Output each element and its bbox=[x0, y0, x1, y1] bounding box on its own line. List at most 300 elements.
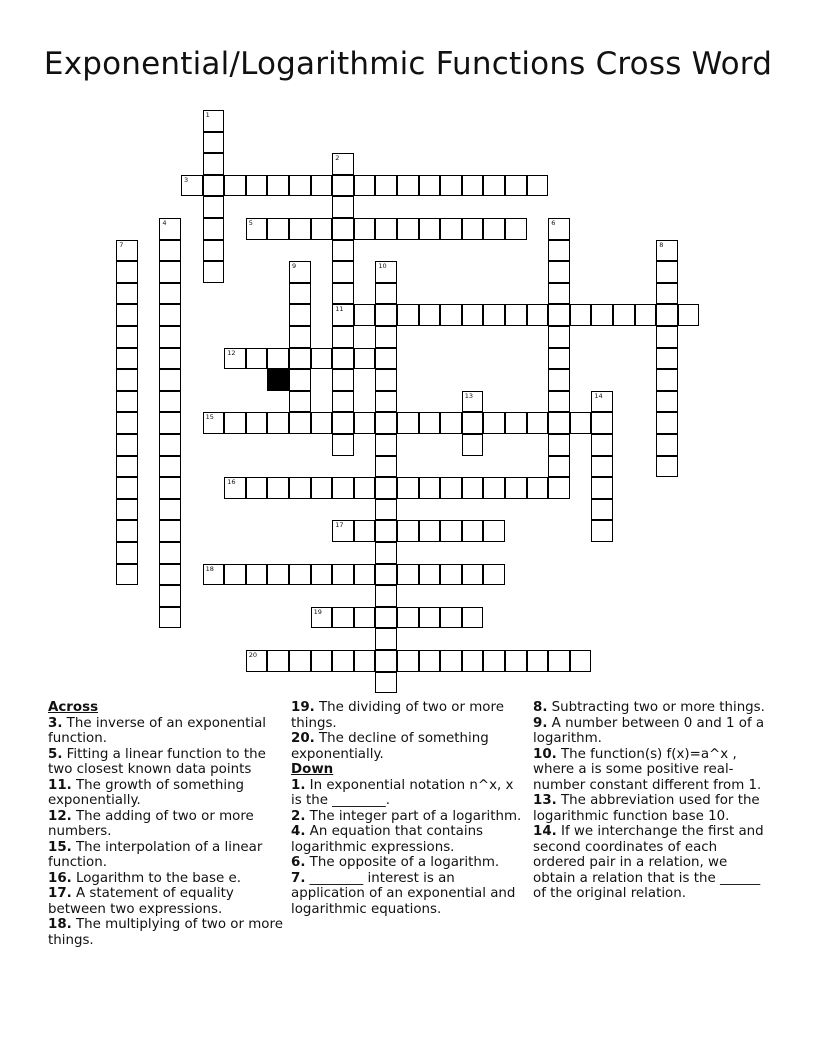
clue-item bbox=[48, 917, 286, 948]
grid-cell[interactable] bbox=[267, 650, 289, 672]
grid-cell[interactable] bbox=[570, 650, 592, 672]
grid-cell[interactable] bbox=[375, 607, 397, 629]
grid-cell[interactable] bbox=[656, 369, 678, 391]
grid-cell[interactable] bbox=[289, 650, 311, 672]
grid-cell[interactable] bbox=[570, 412, 592, 434]
grid-cell[interactable] bbox=[332, 240, 354, 262]
grid-cell[interactable] bbox=[354, 304, 376, 326]
clue-label: 19. bbox=[291, 700, 315, 715]
clue-label: 4. bbox=[291, 824, 306, 839]
grid-cell[interactable] bbox=[246, 348, 268, 370]
grid-cell[interactable] bbox=[159, 218, 181, 240]
grid-cell[interactable] bbox=[116, 520, 138, 542]
grid-cell[interactable] bbox=[570, 304, 592, 326]
grid-cell[interactable] bbox=[375, 456, 397, 478]
grid-cell[interactable] bbox=[483, 520, 505, 542]
clue-number: 16 bbox=[227, 478, 236, 487]
grid-cell[interactable] bbox=[375, 672, 397, 694]
grid-cell[interactable] bbox=[462, 520, 484, 542]
clue-item bbox=[48, 716, 286, 747]
grid-cell[interactable] bbox=[505, 477, 527, 499]
clue-text: The integer part of a logarithm. bbox=[305, 808, 522, 824]
grid-cell[interactable] bbox=[354, 348, 376, 370]
grid-cell[interactable] bbox=[548, 456, 570, 478]
grid-cell[interactable] bbox=[462, 607, 484, 629]
grid-cell[interactable] bbox=[548, 240, 570, 262]
clue-item bbox=[48, 778, 286, 809]
clue-item bbox=[291, 809, 526, 825]
grid-cell[interactable] bbox=[375, 628, 397, 650]
grid-cell[interactable] bbox=[419, 650, 441, 672]
grid-cell[interactable] bbox=[246, 650, 268, 672]
grid-cell[interactable] bbox=[375, 391, 397, 413]
grid-cell[interactable] bbox=[116, 477, 138, 499]
grid-cell[interactable] bbox=[159, 240, 181, 262]
grid-cell[interactable] bbox=[397, 650, 419, 672]
grid-cell[interactable] bbox=[354, 607, 376, 629]
clue-item bbox=[291, 778, 526, 809]
grid-cell[interactable] bbox=[159, 391, 181, 413]
grid-cell[interactable] bbox=[375, 412, 397, 434]
grid-cell[interactable] bbox=[375, 585, 397, 607]
clue-number: 17 bbox=[335, 521, 344, 530]
grid-cell[interactable] bbox=[483, 412, 505, 434]
grid-cell[interactable] bbox=[159, 499, 181, 521]
grid-cell[interactable] bbox=[656, 391, 678, 413]
grid-cell[interactable] bbox=[116, 240, 138, 262]
grid-cell[interactable] bbox=[267, 564, 289, 586]
grid-cell[interactable] bbox=[354, 650, 376, 672]
grid-cell[interactable] bbox=[419, 477, 441, 499]
grid-cell[interactable] bbox=[267, 348, 289, 370]
grid-cell[interactable] bbox=[527, 175, 549, 197]
clue-number: 2 bbox=[335, 154, 340, 163]
grid-cell[interactable] bbox=[289, 175, 311, 197]
grid-cell[interactable] bbox=[678, 304, 700, 326]
grid-cell[interactable] bbox=[375, 434, 397, 456]
grid-cell[interactable] bbox=[483, 477, 505, 499]
grid-cell[interactable] bbox=[289, 564, 311, 586]
grid-cell[interactable] bbox=[159, 542, 181, 564]
clue-item bbox=[533, 793, 768, 824]
grid-cell[interactable] bbox=[289, 477, 311, 499]
grid-cell[interactable] bbox=[116, 456, 138, 478]
clues-column-3 bbox=[533, 700, 768, 902]
clue-number: 9 bbox=[292, 262, 297, 271]
grid-cell[interactable] bbox=[332, 348, 354, 370]
clue-text: The multiplying of two or more things. bbox=[48, 917, 283, 948]
grid-cell[interactable] bbox=[375, 326, 397, 348]
grid-cell[interactable] bbox=[159, 369, 181, 391]
grid-cell[interactable] bbox=[116, 564, 138, 586]
grid-cell[interactable] bbox=[505, 412, 527, 434]
grid-cell[interactable] bbox=[116, 326, 138, 348]
grid-cell[interactable] bbox=[440, 304, 462, 326]
grid-cell[interactable] bbox=[591, 477, 613, 499]
grid-cell[interactable] bbox=[159, 607, 181, 629]
grid-cell[interactable] bbox=[332, 218, 354, 240]
grid-cell[interactable] bbox=[440, 607, 462, 629]
grid-cell[interactable] bbox=[591, 391, 613, 413]
grid-cell[interactable] bbox=[332, 391, 354, 413]
grid-cell[interactable] bbox=[224, 412, 246, 434]
grid-cell[interactable] bbox=[548, 477, 570, 499]
grid-cell[interactable] bbox=[203, 175, 225, 197]
grid-cell[interactable] bbox=[375, 348, 397, 370]
grid-cell[interactable] bbox=[311, 564, 333, 586]
grid-cell[interactable] bbox=[203, 564, 225, 586]
clue-label: 15. bbox=[48, 839, 72, 855]
clue-item bbox=[48, 871, 286, 887]
grid-cell[interactable] bbox=[375, 477, 397, 499]
clue-number: 4 bbox=[162, 219, 167, 227]
grid-cell[interactable] bbox=[591, 520, 613, 542]
grid-cell[interactable] bbox=[332, 369, 354, 391]
grid-cell[interactable] bbox=[181, 175, 203, 197]
grid-cell[interactable] bbox=[116, 412, 138, 434]
clue-text: The function(s) f(x)=a^x , where a is some positive real-number constant different from 1. bbox=[533, 746, 762, 793]
grid-cell[interactable] bbox=[548, 326, 570, 348]
clue-number: 10 bbox=[378, 262, 387, 271]
grid-cell[interactable] bbox=[419, 304, 441, 326]
grid-cell[interactable] bbox=[397, 304, 419, 326]
grid-cell[interactable] bbox=[116, 391, 138, 413]
grid-cell[interactable] bbox=[527, 650, 549, 672]
grid-cell[interactable] bbox=[159, 348, 181, 370]
clue-text: Fitting a linear function to the two closest known data points bbox=[48, 746, 266, 777]
clue-number: 1 bbox=[205, 111, 210, 119]
grid-cell[interactable] bbox=[159, 564, 181, 586]
grid-cell[interactable] bbox=[440, 175, 462, 197]
clues-column-1 bbox=[48, 700, 286, 948]
clue-number: 5 bbox=[248, 219, 253, 227]
grid-cell[interactable] bbox=[332, 326, 354, 348]
clue-number: 12 bbox=[227, 348, 236, 357]
clue-text: The interpolation of a linear function. bbox=[48, 839, 263, 870]
grid-cell[interactable] bbox=[311, 607, 333, 629]
clue-number: 13 bbox=[464, 391, 474, 400]
grid-cell[interactable] bbox=[440, 564, 462, 586]
grid-cell[interactable] bbox=[246, 218, 268, 240]
clue-text: An equation that contains logarithmic expressions. bbox=[291, 824, 484, 855]
grid-cell[interactable] bbox=[332, 434, 354, 456]
grid-cell[interactable] bbox=[332, 283, 354, 305]
grid-cell[interactable] bbox=[483, 304, 505, 326]
clue-text: If we interchange the first and second coordinates of each ordered pair in a relation, we obtain a relation that is the ______ of the original relation. bbox=[533, 824, 764, 901]
grid-cell[interactable] bbox=[116, 261, 138, 283]
clue-label: 7. bbox=[291, 870, 306, 886]
grid-cell[interactable] bbox=[440, 412, 462, 434]
clue-item bbox=[291, 871, 526, 918]
grid-cell[interactable] bbox=[224, 175, 246, 197]
grid-cell[interactable] bbox=[116, 434, 138, 456]
grid-cell[interactable] bbox=[332, 607, 354, 629]
grid-cell[interactable] bbox=[462, 175, 484, 197]
grid-cell[interactable] bbox=[311, 218, 333, 240]
grid-cell[interactable] bbox=[203, 240, 225, 262]
grid-cell[interactable] bbox=[332, 153, 354, 175]
grid-cell[interactable] bbox=[462, 412, 484, 434]
grid-cell[interactable] bbox=[419, 564, 441, 586]
grid-cell[interactable] bbox=[483, 218, 505, 240]
grid-cell[interactable] bbox=[548, 412, 570, 434]
grid-cell[interactable] bbox=[159, 326, 181, 348]
grid-cell[interactable] bbox=[462, 650, 484, 672]
grid-cell[interactable] bbox=[483, 175, 505, 197]
grid-cell[interactable] bbox=[375, 283, 397, 305]
grid-cell[interactable] bbox=[656, 261, 678, 283]
grid-cell[interactable] bbox=[116, 283, 138, 305]
clue-item bbox=[48, 747, 286, 778]
grid-cell[interactable] bbox=[289, 326, 311, 348]
filled-cell bbox=[267, 369, 289, 391]
grid-cell[interactable] bbox=[246, 175, 268, 197]
grid-cell[interactable] bbox=[203, 153, 225, 175]
clue-number: 3 bbox=[184, 175, 189, 184]
grid-cell[interactable] bbox=[440, 650, 462, 672]
grid-cell[interactable] bbox=[462, 218, 484, 240]
grid-cell[interactable] bbox=[159, 261, 181, 283]
down-heading: Down bbox=[291, 762, 334, 777]
grid-cell[interactable] bbox=[483, 650, 505, 672]
grid-cell[interactable] bbox=[354, 218, 376, 240]
grid-cell[interactable] bbox=[203, 218, 225, 240]
grid-cell[interactable] bbox=[527, 477, 549, 499]
grid-cell[interactable] bbox=[311, 477, 333, 499]
grid-cell[interactable] bbox=[656, 283, 678, 305]
grid-cell[interactable] bbox=[462, 391, 484, 413]
grid-cell[interactable] bbox=[311, 412, 333, 434]
grid-cell[interactable] bbox=[203, 196, 225, 218]
grid-cell[interactable] bbox=[289, 218, 311, 240]
grid-cell[interactable] bbox=[483, 564, 505, 586]
grid-cell[interactable] bbox=[591, 434, 613, 456]
grid-cell[interactable] bbox=[419, 607, 441, 629]
clue-item bbox=[291, 700, 526, 731]
grid-cell[interactable] bbox=[354, 520, 376, 542]
grid-cell[interactable] bbox=[224, 348, 246, 370]
grid-cell[interactable] bbox=[246, 412, 268, 434]
grid-cell[interactable] bbox=[656, 348, 678, 370]
grid-cell[interactable] bbox=[203, 132, 225, 154]
grid-cell[interactable] bbox=[159, 456, 181, 478]
clue-text: The inverse of an exponential function. bbox=[48, 715, 267, 746]
grid-cell[interactable] bbox=[656, 326, 678, 348]
clue-item bbox=[48, 809, 286, 840]
grid-cell[interactable] bbox=[116, 499, 138, 521]
grid-cell[interactable] bbox=[397, 607, 419, 629]
clue-number: 15 bbox=[205, 413, 214, 422]
grid-cell[interactable] bbox=[656, 434, 678, 456]
clue-label: 9. bbox=[533, 715, 548, 731]
clue-number: 18 bbox=[205, 564, 214, 573]
grid-cell[interactable] bbox=[289, 304, 311, 326]
clue-label: 6. bbox=[291, 855, 306, 870]
grid-cell[interactable] bbox=[656, 304, 678, 326]
grid-cell[interactable] bbox=[397, 412, 419, 434]
grid-cell[interactable] bbox=[267, 175, 289, 197]
grid-cell[interactable] bbox=[440, 477, 462, 499]
clue-label: 2. bbox=[291, 808, 306, 824]
grid-cell[interactable] bbox=[332, 564, 354, 586]
grid-cell[interactable] bbox=[203, 412, 225, 434]
grid-cell[interactable] bbox=[267, 412, 289, 434]
grid-cell[interactable] bbox=[527, 412, 549, 434]
clue-label: 18. bbox=[48, 917, 72, 932]
grid-cell[interactable] bbox=[311, 175, 333, 197]
grid-cell[interactable] bbox=[375, 175, 397, 197]
grid-cell[interactable] bbox=[397, 175, 419, 197]
grid-cell[interactable] bbox=[656, 412, 678, 434]
grid-cell[interactable] bbox=[289, 283, 311, 305]
clue-label: 14. bbox=[533, 824, 557, 839]
grid-cell[interactable] bbox=[354, 175, 376, 197]
grid-cell[interactable] bbox=[332, 477, 354, 499]
grid-cell[interactable] bbox=[505, 175, 527, 197]
grid-cell[interactable] bbox=[289, 369, 311, 391]
grid-cell[interactable] bbox=[116, 542, 138, 564]
clue-item bbox=[48, 840, 286, 871]
grid-cell[interactable] bbox=[289, 261, 311, 283]
grid-cell[interactable] bbox=[375, 542, 397, 564]
clue-text: The decline of something exponentially. bbox=[291, 731, 489, 762]
clue-label: 10. bbox=[533, 746, 557, 762]
clue-text: The dividing of two or more things. bbox=[291, 700, 504, 731]
clue-text: The growth of something exponentially. bbox=[48, 777, 245, 808]
grid-cell[interactable] bbox=[440, 218, 462, 240]
grid-cell[interactable] bbox=[591, 499, 613, 521]
grid-cell[interactable] bbox=[354, 412, 376, 434]
grid-cell[interactable] bbox=[548, 369, 570, 391]
grid-cell[interactable] bbox=[375, 499, 397, 521]
grid-cell[interactable] bbox=[505, 650, 527, 672]
grid-cell[interactable] bbox=[224, 477, 246, 499]
grid-cell[interactable] bbox=[656, 456, 678, 478]
grid-cell[interactable] bbox=[375, 520, 397, 542]
clue-item bbox=[533, 824, 768, 902]
grid-cell[interactable] bbox=[548, 218, 570, 240]
grid-cell[interactable] bbox=[267, 477, 289, 499]
grid-cell[interactable] bbox=[332, 304, 354, 326]
clue-number: 6 bbox=[551, 219, 556, 227]
grid-cell[interactable] bbox=[548, 650, 570, 672]
grid-cell[interactable] bbox=[224, 564, 246, 586]
clue-number: 20 bbox=[248, 651, 258, 659]
clue-number: 19 bbox=[313, 607, 322, 616]
grid-cell[interactable] bbox=[548, 261, 570, 283]
grid-cell[interactable] bbox=[375, 261, 397, 283]
grid-cell[interactable] bbox=[591, 304, 613, 326]
grid-cell[interactable] bbox=[332, 261, 354, 283]
grid-cell[interactable] bbox=[203, 261, 225, 283]
grid-cell[interactable] bbox=[548, 348, 570, 370]
grid-cell[interactable] bbox=[332, 175, 354, 197]
grid-cell[interactable] bbox=[462, 477, 484, 499]
grid-cell[interactable] bbox=[505, 218, 527, 240]
grid-cell[interactable] bbox=[159, 412, 181, 434]
grid-cell[interactable] bbox=[548, 283, 570, 305]
grid-cell[interactable] bbox=[332, 650, 354, 672]
grid-cell[interactable] bbox=[462, 564, 484, 586]
grid-cell[interactable] bbox=[527, 304, 549, 326]
grid-cell[interactable] bbox=[375, 304, 397, 326]
grid-cell[interactable] bbox=[159, 304, 181, 326]
grid-cell[interactable] bbox=[159, 585, 181, 607]
grid-cell[interactable] bbox=[159, 283, 181, 305]
clue-item bbox=[291, 731, 526, 762]
grid-cell[interactable] bbox=[397, 477, 419, 499]
grid-cell[interactable] bbox=[289, 348, 311, 370]
grid-cell[interactable] bbox=[591, 456, 613, 478]
grid-cell[interactable] bbox=[419, 218, 441, 240]
grid-cell[interactable] bbox=[419, 412, 441, 434]
grid-cell[interactable] bbox=[505, 304, 527, 326]
grid-cell[interactable] bbox=[397, 520, 419, 542]
grid-cell[interactable] bbox=[354, 564, 376, 586]
clue-text: Logarithm to the base e. bbox=[71, 870, 241, 886]
clue-label: 1. bbox=[291, 777, 306, 793]
grid-cell[interactable] bbox=[332, 196, 354, 218]
grid-cell[interactable] bbox=[375, 218, 397, 240]
grid-cell[interactable] bbox=[375, 564, 397, 586]
grid-cell[interactable] bbox=[289, 391, 311, 413]
clue-label: 5. bbox=[48, 746, 63, 762]
grid-cell[interactable] bbox=[246, 477, 268, 499]
grid-cell[interactable] bbox=[311, 348, 333, 370]
clue-number: 8 bbox=[659, 240, 664, 249]
clue-item bbox=[533, 716, 768, 747]
grid-cell[interactable] bbox=[116, 348, 138, 370]
clue-label: 12. bbox=[48, 808, 72, 824]
grid-cell[interactable] bbox=[462, 304, 484, 326]
grid-cell[interactable] bbox=[419, 175, 441, 197]
grid-cell[interactable] bbox=[311, 650, 333, 672]
grid-cell[interactable] bbox=[332, 412, 354, 434]
grid-cell[interactable] bbox=[548, 304, 570, 326]
grid-cell[interactable] bbox=[656, 240, 678, 262]
grid-cell[interactable] bbox=[354, 477, 376, 499]
grid-cell[interactable] bbox=[440, 520, 462, 542]
clue-text: ________ interest is an application of an exponential and logarithmic equations. bbox=[291, 870, 516, 917]
grid-cell[interactable] bbox=[419, 520, 441, 542]
grid-cell[interactable] bbox=[203, 110, 225, 132]
grid-cell[interactable] bbox=[375, 650, 397, 672]
clue-item bbox=[533, 747, 768, 794]
grid-cell[interactable] bbox=[159, 477, 181, 499]
grid-cell[interactable] bbox=[375, 369, 397, 391]
grid-cell[interactable] bbox=[462, 434, 484, 456]
grid-cell[interactable] bbox=[289, 412, 311, 434]
grid-cell[interactable] bbox=[548, 391, 570, 413]
grid-cell[interactable] bbox=[635, 304, 657, 326]
clue-label: 13. bbox=[533, 793, 557, 808]
grid-cell[interactable] bbox=[116, 369, 138, 391]
grid-cell[interactable] bbox=[159, 434, 181, 456]
grid-cell[interactable] bbox=[246, 564, 268, 586]
grid-cell[interactable] bbox=[591, 412, 613, 434]
grid-cell[interactable] bbox=[116, 304, 138, 326]
across-heading: Across bbox=[48, 700, 99, 715]
grid-cell[interactable] bbox=[397, 218, 419, 240]
grid-cell[interactable] bbox=[548, 434, 570, 456]
clue-item bbox=[48, 886, 286, 917]
grid-cell[interactable] bbox=[397, 564, 419, 586]
grid-cell[interactable] bbox=[267, 218, 289, 240]
grid-cell[interactable] bbox=[159, 520, 181, 542]
grid-cell[interactable] bbox=[613, 304, 635, 326]
grid-cell[interactable] bbox=[332, 520, 354, 542]
clue-item bbox=[291, 824, 526, 855]
